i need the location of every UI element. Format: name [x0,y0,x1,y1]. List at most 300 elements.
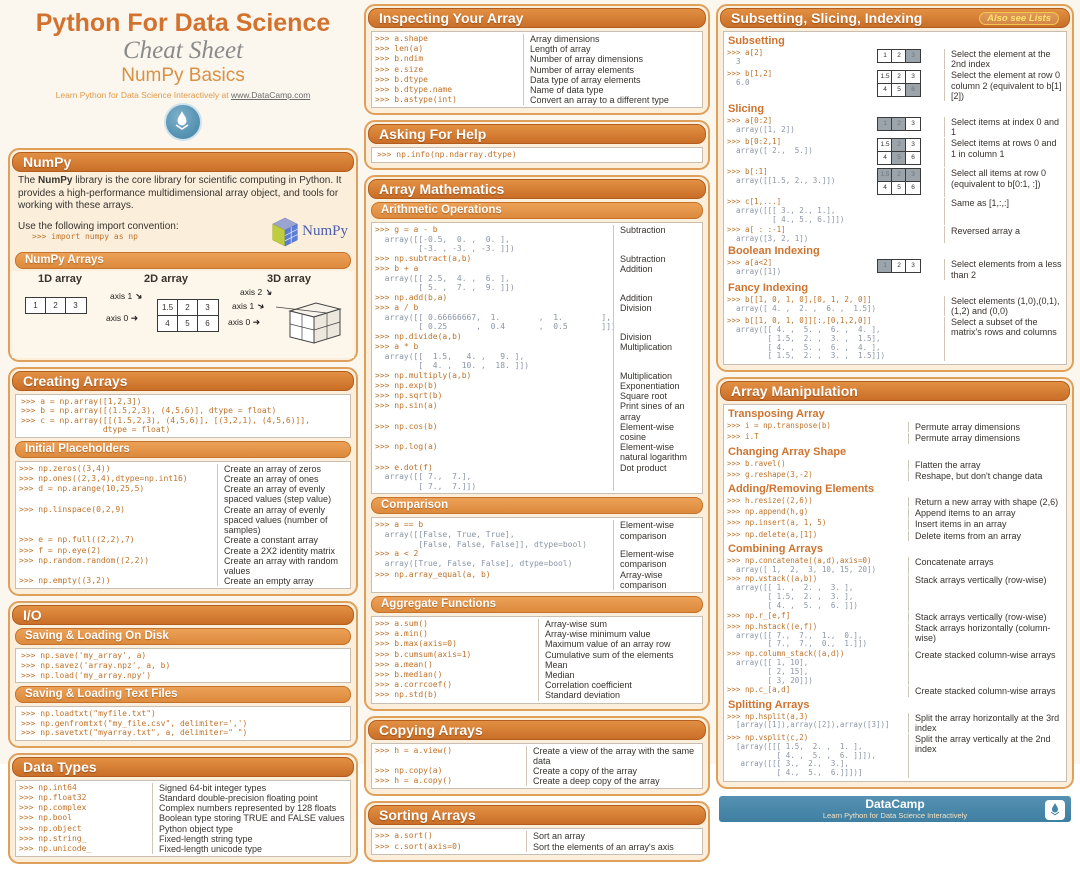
section-help [364,120,710,170]
grid-cell: 2 [891,49,907,63]
table-row [724,138,1066,167]
table-row [724,422,1066,432]
description-cell: Create an array with random values [217,556,350,576]
subsection-header-placeholders: Initial Placeholders [15,441,351,458]
table-row [372,619,702,629]
code-cell [16,474,217,484]
code-cell [16,824,152,834]
description-cell: Mean [538,660,702,670]
grid-cell: 1 [877,49,893,63]
section-header-io [12,605,354,625]
table-row [16,576,350,586]
code-cell [724,623,908,649]
aggregate-table [371,616,703,704]
code-cell [372,520,613,549]
grid-slot [878,117,944,137]
table-row [372,254,702,264]
code-cell [16,535,217,545]
axis-arrow-icon: ➜ [132,289,145,302]
code-line: >>> np.complex [19,803,87,813]
description-cell: Signed 64-bit integer types [152,783,350,793]
code-line: >>> i.T [727,432,759,442]
output-line: array([[ 1.5, 4. , 9. ], [375,351,525,361]
grid-slot [878,70,944,101]
io-text-code [15,706,351,741]
code-line: >>> b + a [375,264,419,273]
description-cell: Create a constant array [217,535,350,545]
grid-slot [878,168,944,197]
section-header-subsetting [720,8,1070,28]
code-line: >>> np.object [19,823,82,833]
description-cell: Cumulative sum of the elements [538,650,702,660]
grid-cell: 1.5 [877,138,893,152]
section-array-mathematics [364,175,710,711]
code-cell [16,484,217,504]
table-row [16,535,350,545]
code-line: >>> np.delete(a,[1]) [727,529,818,539]
description-cell: Correlation coefficient [538,680,702,690]
code-line: >>> np.add(b,a) [375,292,448,302]
import-label: Use the following import convention: [18,221,179,233]
grid-cell: 4 [877,83,893,97]
code-line: >>> c[1,...] [727,197,782,207]
datacamp-logo-icon [164,103,202,141]
data-types-table [15,780,351,857]
code-line: >>> a.corrcoef() [375,680,453,690]
table-row [372,293,702,303]
description-cell: Print sines of an array [613,401,702,421]
code-cell [372,629,538,639]
output-line: array([ 1, 2, 3, 10, 15, 20]) [727,564,877,574]
2d-array-cells [158,301,226,332]
table-row [372,75,702,85]
output-line: [ 4., 5., 6.]]])] [727,768,863,778]
section-subsetting [716,4,1074,372]
axis1-label: axis 1 ➜ [232,299,267,312]
table-row [372,650,702,660]
code-line: >>> e.dot(f) [375,462,433,472]
table-row [372,831,702,841]
output-line: [ 3, 20]]) [727,675,813,685]
code-cell [724,168,878,197]
numpy-logo-text: NumPy [302,223,348,239]
description-cell: Number of array elements [523,65,702,75]
diagram-2d [106,273,226,354]
description-cell: Flatten the array [908,460,1066,470]
section-title: Sorting Arrays [379,807,476,824]
table-row [724,168,1066,197]
section-header-numpy [12,152,354,172]
code-cell [724,422,908,432]
section-header-data-types [12,757,354,777]
description-cell: Python object type [152,824,350,834]
code-cell [724,460,908,470]
description-cell: Division [613,332,702,342]
code-cell [372,442,613,462]
section-header-sorting [368,805,706,825]
description-cell: Division [613,303,702,332]
code-cell [372,302,616,332]
code-line: >>> h = a.copy() [375,776,453,786]
table-row [372,680,702,690]
subsetting-panel [723,31,1067,365]
output-line: array([True, False, False], dtype=bool) [375,558,573,568]
section-inspecting [364,4,710,115]
code-cell [16,505,217,536]
grid-cell: 2 [891,117,907,131]
description-cell: Insert items in an array [908,519,1066,529]
code-line: >>> a.sum() [375,618,428,628]
subsection-header-disk: Saving & Loading On Disk [15,628,351,645]
description-cell: Create an empty array [217,576,350,586]
table-row [372,225,702,254]
description-cell: Exponentiation [613,381,702,391]
left-column [8,4,358,869]
code-line: >>> a[a<2] [727,258,773,268]
section-title: Copying Arrays [379,721,483,738]
description-cell: Number of array dimensions [523,54,702,64]
datacamp-link[interactable]: www.DataCamp.com [230,90,311,100]
table-row [16,484,350,504]
description-cell: Median [538,670,702,680]
table-row [724,317,1066,361]
output-line: array([[[ 3., 2., 3.], [727,759,849,769]
selection-grid [878,50,944,63]
code-line: >>> np.bool [19,813,72,823]
masthead [8,4,358,148]
table-row [372,746,702,766]
table-row [724,508,1066,518]
also-see-lists-link[interactable]: Also see Lists [979,12,1059,25]
code-line: >>> b.cumsum(axis=1) [375,649,472,659]
code-line: >>> b.astype(int) [375,95,457,105]
code-cell [372,65,523,75]
output-line: array([[False, True, True], [375,529,515,539]
grid-cell: 1 [877,259,893,273]
grid-cell: 6 [905,83,921,97]
code-line: >>> e.size [375,64,424,74]
code-cell [16,556,217,576]
footer-tagline: Learn Python for Data Science Interactively [822,810,968,820]
subsection-heading: Slicing [728,103,765,116]
code-line: >>> a = np.array([1,2,3]) [21,396,142,406]
array-cell: 3 [197,299,219,316]
subsection-header-comparison: Comparison [371,497,703,514]
axis-arrow-icon: ➜ [255,299,267,312]
code-cell [372,619,538,629]
output-line: [ 7., 7.]]) [375,481,477,491]
table-row [372,670,702,680]
code-cell [372,34,523,44]
code-line: >>> f = np.eye(2) [19,545,101,555]
code-cell [16,793,152,803]
code-line: >>> np.divide(a,b) [375,331,462,341]
code-line: >>> a[2] [727,48,764,57]
output-line: [ 4., 5., 6.]]]) [727,215,845,225]
code-line: >>> b[0:2,1] [727,137,782,147]
table-row [724,296,1066,316]
selection-grid [878,260,944,273]
code-cell [372,690,538,700]
code-cell [724,138,878,167]
tagline-text: Learn Python for Data Science Interactively at [55,90,229,100]
axis2-label: axis 2 ➜ [240,285,276,298]
description-cell: Select elements (1,0),(0,1),(1,2) and (0,0) [944,296,1066,316]
desc-bold: NumPy [38,175,73,186]
table-row [724,575,1066,610]
code-cell [16,464,217,474]
middle-column [364,4,710,867]
grid-cell: 6 [905,151,921,165]
table-row [16,556,350,576]
table-row [724,226,1066,244]
section-title: Subsetting, Slicing, Indexing [731,10,923,26]
output-line: [ 0.25 , 0.4 , 0.5 ]]) [375,322,616,332]
grid-cell: 2 [891,138,907,152]
output-line: array([[ 1. , 2. , 3. ], [727,583,854,593]
code-line: >>> a == b [375,520,424,530]
code-line: >>> np.empty((3,2)) [19,576,111,586]
output-line: [ 7., 7., 0., 1.]]) [727,639,867,649]
title-main: Python For Data Science [35,9,331,37]
creating-arrays-code [15,394,351,438]
desc-text: library is the core library for scientific computing in Python. It provides a high-performance multidimensional array object, and tools for working with these arrays. [18,175,342,211]
code-line: >>> np.hstack((e,f)) [727,621,818,631]
title-italic: Cheat Sheet [122,37,244,64]
import-convention [12,214,354,249]
grid-cell: 3 [905,138,921,152]
output-line: [ 4. , 5. , 6. ]]]), [727,750,877,760]
description-cell: Permute array dimensions [908,433,1066,443]
code-cell [724,117,878,137]
code-line: >>> b.ndim [375,54,424,64]
code-line: >>> np.r_[e,f] [727,610,791,620]
grid-slot [878,317,944,361]
description-cell: Element-wise comparison [613,520,702,549]
table-row [724,259,1066,279]
output-line: [ 1.5, 2. , 3. , 1.5]]) [727,351,886,361]
grid-cell: 1 [877,117,893,131]
code-cell [724,471,908,481]
description-cell: Element-wise comparison [613,549,702,569]
diagram-3d [230,273,348,354]
table-row [16,803,350,813]
grid-slot [878,296,944,316]
array-diagram [12,271,354,358]
description-cell: Maximum value of an array row [538,639,702,649]
table-row [724,531,1066,541]
table-row [372,629,702,639]
code-line: >>> i = np.transpose(b) [727,421,831,431]
code-line: >>> np.log(a) [375,442,438,452]
code-cell [372,776,526,786]
code-line: >>> np.concatenate((a,d),axis=0) [727,555,872,565]
section-header-manipulation [720,381,1070,401]
table-row [724,117,1066,137]
description-cell: Standard deviation [538,690,702,700]
table-row [372,391,702,401]
code-cell [372,225,613,254]
diagram-label: 1D array [37,272,83,285]
grid-cell: 5 [891,83,907,97]
numpy-description [12,172,354,214]
table-row [16,546,350,556]
output-line: array([1, 2]) [727,124,795,134]
code-cell [372,463,613,492]
code-line: >>> b[[1, 0, 1, 0]][:,[0,1,2,0]] [727,316,872,326]
code-line: >>> b[1,2] [727,69,773,79]
code-line: >>> np.random.random((2,2)) [19,555,150,565]
code-cell [16,834,152,844]
output-line: [ 4. , 10. , 18. ]]) [375,361,530,371]
subsection-heading: Changing Array Shape [728,445,847,458]
code-cell [724,734,908,778]
subsection-heading: Boolean Indexing [728,245,820,258]
code-cell [724,198,878,224]
code-line: >>> np.savez('array.npz', a, b) [21,660,171,670]
footer-datacamp-icon [1045,800,1065,820]
code-line: >>> np.exp(b) [375,380,438,390]
table-row [372,463,702,492]
description-cell: Split the array vertically at the 2nd index [908,734,1066,778]
subsection-heading: Transposing Array [728,408,825,421]
table-row [724,713,1066,733]
code-cell [724,531,908,541]
grid-cell: 4 [877,181,893,195]
description-cell: Stack arrays vertically (row-wise) [908,575,1066,610]
section-title: Inspecting Your Array [379,10,524,26]
manipulation-panel [723,404,1067,782]
code-line: >>> np.ones((2,3,4),dtype=np.int16) [19,474,188,484]
selection-grid [878,139,944,165]
description-cell: Select items at rows 0 and 1 in column 1 [944,138,1066,167]
code-line: >>> np.sin(a) [375,401,438,411]
grid-slot [878,226,944,244]
code-cell [372,332,613,342]
right-column [716,4,1074,824]
code-line: >>> g.reshape(3,-2) [727,469,813,479]
output-line: [ 1.5, 2. , 3. , 1.5], [727,333,881,343]
description-cell: Convert an array to a different type [523,95,702,105]
grid-cell: 3 [905,70,921,84]
table-row [372,639,702,649]
code-cell [372,254,613,264]
code-cell [372,680,538,690]
array-cell: 6 [197,315,219,332]
sorting-table [371,828,703,854]
table-row [372,85,702,95]
output-line: array([[ 2.5, 4. , 6. ], [375,273,510,283]
code-cell [724,686,908,696]
output-line: [array([1]),array([2]),array([3])] [727,720,890,730]
help-code [371,147,703,163]
description-cell: Element-wise natural logarithm [613,442,702,462]
table-row [372,570,702,590]
description-cell: Standard double-precision floating point [152,793,350,803]
grid-cell: 5 [891,151,907,165]
code-line: >>> np.int64 [19,782,77,792]
table-row [372,401,702,421]
code-cell [372,670,538,680]
code-cell [372,639,538,649]
code-cell [372,831,526,841]
code-cell [372,44,523,54]
code-cell [724,575,908,610]
output-line: [False, False, False]], dtype=bool) [375,539,587,549]
subsection-header-arithmetic: Arithmetic Operations [371,202,703,219]
selection-grid [878,71,944,97]
code-line: >>> np.copy(a) [375,765,443,775]
description-cell: Name of data type [523,85,702,95]
description-cell: Stack arrays vertically (row-wise) [908,612,1066,622]
description-cell: Create an array of evenly spaced values (number of samples) [217,505,350,536]
code-line: >>> c = np.array([[(1.5,2,3), (4,5,6)], [(3,2,1), (4,5,6)]], [21,415,310,425]
table-row [724,433,1066,443]
section-header-inspecting [368,8,706,28]
code-line: >>> np.std(b) [375,690,438,700]
description-cell: Create an array of evenly spaced values (step value) [217,484,350,504]
table-row [16,844,350,854]
array-cell: 3 [65,297,87,314]
code-line: >>> a * b [375,341,419,351]
array-cell: 4 [157,315,179,332]
description-cell: Array dimensions [523,34,702,44]
table-row [724,198,1066,224]
code-line: >>> np.genfromtxt("my_file.csv", delimiter=',') [21,718,248,728]
table-row [372,371,702,381]
footer-brand: DataCamp [865,796,925,811]
table-row [372,381,702,391]
table-row [372,842,702,852]
code-line: >>> a[0:2] [727,116,773,126]
table-row [16,824,350,834]
section-header-copying [368,720,706,740]
description-cell: Square root [613,391,702,401]
subsection-heading: Combining Arrays [728,542,823,555]
table-row [724,734,1066,778]
grid-cell: 4 [877,151,893,165]
output-line: [ 4. , 5. , 6. ]]) [727,600,858,610]
description-cell: Return a new array with shape (2,6) [908,497,1066,507]
description-cell: Element-wise cosine [613,422,702,442]
code-line: >>> b[:1] [727,167,768,177]
code-line: >>> a.min() [375,629,428,639]
io-disk-code [15,648,351,683]
grid-cell: 2 [891,168,907,182]
output-line: [ 1.5, 2. , 3. ], [727,592,854,602]
code-cell [724,226,878,244]
code-line: >>> np.subtract(a,b) [375,253,472,263]
description-cell: Permute array dimensions [908,422,1066,432]
output-line: 3 [727,56,741,66]
code-line: >>> np.save('my_array', a) [21,651,147,661]
output-line: array([1]) [727,267,782,277]
code-cell [16,844,152,854]
code-line: >>> a.mean() [375,659,433,669]
code-cell [724,508,908,518]
arithmetic-table [371,222,703,494]
axis-arrow-icon: ➜ [252,316,261,327]
code-cell [724,557,908,575]
grid-cell: 1.5 [877,168,893,182]
table-row [372,95,702,105]
code-line: >>> a[ : :-1] [727,224,786,234]
import-code: >>> import numpy as np [32,232,138,242]
code-line: >>> h.resize((2,6)) [727,496,813,506]
grid-slot [878,138,944,167]
section-header-creating [12,371,354,391]
table-row [724,557,1066,575]
